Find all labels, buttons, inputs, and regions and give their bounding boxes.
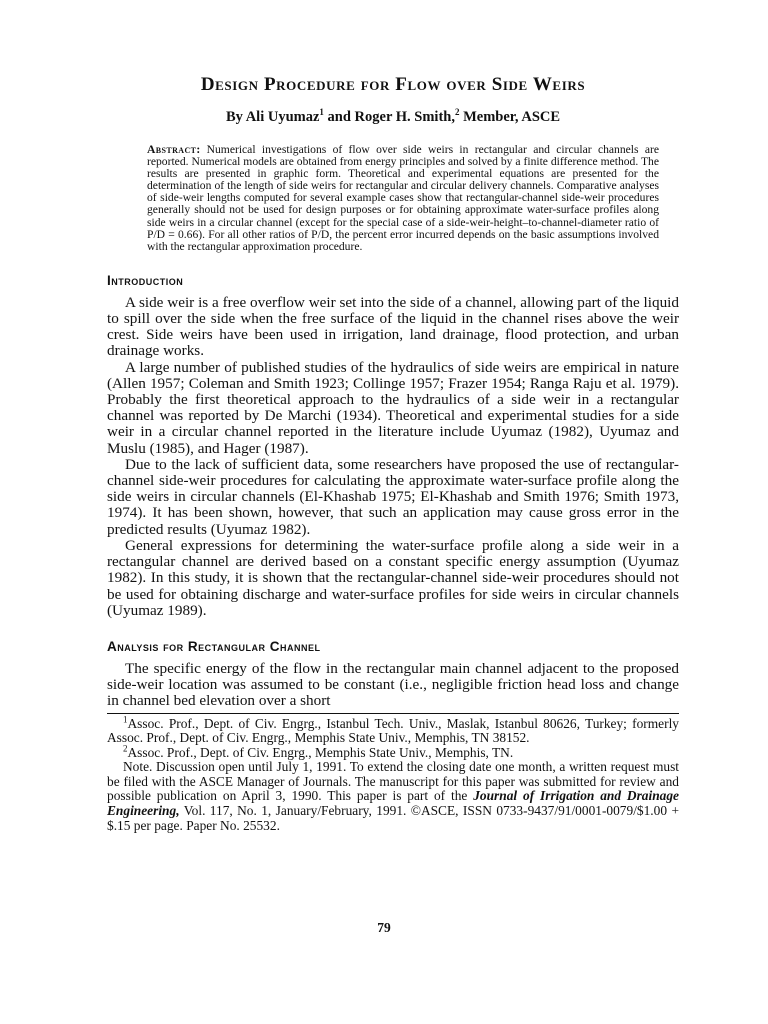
note-text-after: Vol. 117, No. 1, January/February, 1991. ©ASCE, ISSN 0733-9437/91/0001-0079/$1.00 + $.15 per page. Paper No. 25532. (107, 803, 679, 833)
intro-paragraph-3: Due to the lack of sufficient data, some researchers have proposed the use of rectangular-channel side-weir procedures for calculating the approximate water-surface profile along the side weirs in circular channels (El-Khashab 1975; El-Khashab and Smith 1976; Smith 1973, 1974). It has been shown, however, that such an application may cause gross error in the predicted results (Uyumaz 1982). (107, 455, 679, 538)
journal-name: Journal of Irrigation and Drainage Engineering, (107, 788, 680, 819)
abstract (147, 144, 659, 253)
author-line (107, 108, 679, 126)
footnote-1-text: Assoc. Prof., Dept. of Civ. Engrg., Istanbul Tech. Univ., Maslak, Istanbul 80626, Turkey; formerly Assoc. Prof., Dept. of Civ. Engrg., Memphis State Univ., Memphis, TN 38152. (107, 715, 679, 746)
paper-title: Design Procedure for Flow over Side Weirs (200, 74, 586, 95)
paper-page (107, 60, 679, 833)
footnote-2 (107, 743, 679, 761)
author-1-footnote-mark: 1 (319, 107, 324, 118)
page-number: 79 (377, 920, 391, 935)
author-2: and Roger H. Smith, (323, 109, 455, 125)
footnote-divider (107, 713, 679, 714)
publication-note (107, 760, 679, 833)
footnote-1 (107, 714, 679, 746)
abstract-label: Abstract: (147, 143, 201, 156)
footnote-2-text: Assoc. Prof., Dept. of Civ. Engrg., Memphis State Univ., Memphis, TN. (127, 744, 514, 760)
note-text-before: Note. Discussion open until July 1, 1991. To extend the closing date one month, a written request must be filed with the ASCE Manager of Journals. The manuscript for this paper was submitted for review and possible publication on April 3, 1990. This paper is part of the (107, 759, 679, 804)
section-heading-analysis: Analysis for Rectangular Channel (107, 638, 321, 654)
intro-paragraph-2: A large number of published studies of the hydraulics of side weirs are empirical in nature (Allen 1957; Coleman and Smith 1923; Collinge 1957; Frazer 1954; Ranga Raju et al. 1979). Probably the first theoretical approach to the hydraulics of a side weir in a rectangular channel was reported by De Marchi (1934). Theoretical and experimental studies for a side weir in a circular channel reported in the literature include Uyumaz (1982), Uyumaz and Muslu (1985), and Hager (1987). (107, 358, 679, 457)
analysis-paragraph-1: The specific energy of the flow in the rectangular main channel adjacent to the proposed side-weir location was assumed to be constant (i.e., negligible friction head loss and change in channel bed elevation over a short (107, 659, 679, 710)
section-heading-introduction: Introduction (107, 272, 184, 288)
intro-paragraph-1: A side weir is a free overflow weir set into the side of a channel, allowing part of the liquid to spill over the side when the free surface of the liquid in the channel rises above the weir crest. Side weirs have been used in irrigation, land drainage, flood protection, and urban drainage works. (107, 293, 679, 360)
author-membership: Member, ASCE (459, 109, 561, 125)
intro-paragraph-4: General expressions for determining the water-surface profile along a side weir in a rectangular channel are derived based on a constant specific energy assumption (Uyumaz 1982). In this study, it is shown that the rectangular-channel side-weir procedures should not be used for obtaining discharge and water-surface profiles for side weirs in circular channels (Uyumaz 1989). (107, 536, 679, 619)
abstract-text: Numerical investigations of flow over side weirs in rectangular and circular channels are reported. Numerical models are obtained from energy principles and solved by a finite difference method. The results are presented in graphic form. Theoretical and experimental equations are presented for the determination of the length of side weirs for rectangular and circular delivery channels. Comparative analyses of side-weir lengths computed for several example cases show that rectangular-channel side-weir procedures generally should not be used for design purposes or for obtaining approximate water-surface profiles along side weirs in a circular channel (except for the special case of a side-weir-height–to-channel-diameter ratio of P/D = 0.66). For all other ratios of P/D, the percent error incurred depends on the basic assumptions involved with the rectangular approximation procedure. (147, 143, 659, 253)
footnote-1-mark: 1 (123, 714, 128, 725)
footnote-2-mark: 2 (123, 743, 128, 754)
author-2-footnote-mark: 2 (454, 107, 460, 118)
author-1: By Ali Uyumaz (225, 109, 320, 125)
